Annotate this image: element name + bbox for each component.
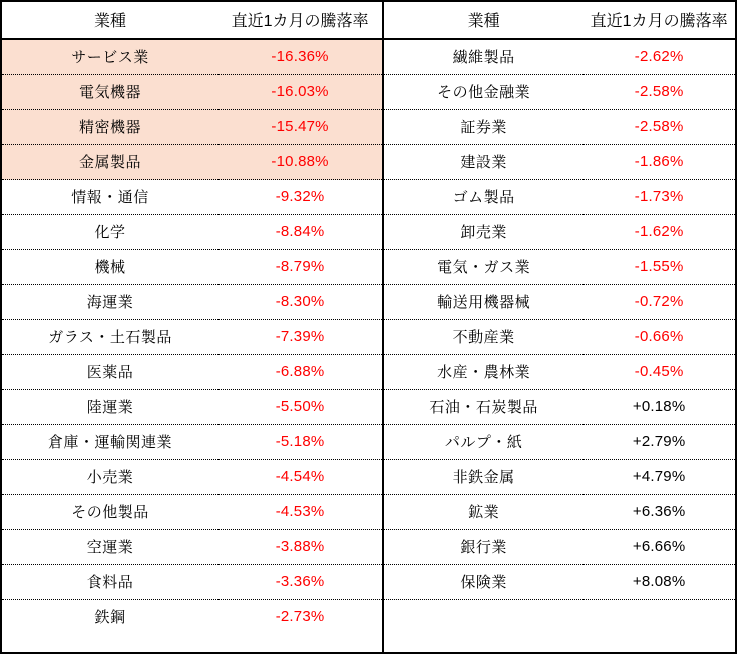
- cell-industry-name: 石油・石炭製品: [384, 390, 583, 425]
- cell-industry-name: サービス業: [2, 39, 218, 75]
- table-row: [2, 460, 382, 495]
- cell-change-rate: -5.50%: [218, 390, 382, 425]
- table-row: [384, 495, 735, 530]
- table-row: [2, 250, 382, 285]
- left-panel-filler: [2, 634, 382, 652]
- table-row: [384, 425, 735, 460]
- table-row: [2, 530, 382, 565]
- cell-industry-name: 食料品: [2, 565, 218, 600]
- table-row: [2, 110, 382, 145]
- cell-industry-name: 倉庫・運輸関連業: [2, 425, 218, 460]
- cell-industry-name: 鉄鋼: [94, 609, 126, 626]
- table-row-empty: [384, 600, 735, 631]
- cell-industry-name: 繊維製品: [384, 39, 583, 75]
- cell-industry-name: 輸送用機器械: [384, 285, 583, 320]
- cell-change-rate: +8.08%: [583, 565, 735, 600]
- cell-industry-name: 電気・ガス業: [384, 250, 583, 285]
- cell-change-rate: -6.88%: [218, 355, 382, 390]
- table-row: [2, 425, 382, 460]
- cell-change-rate: -4.53%: [218, 495, 382, 530]
- cell-change-rate: -1.55%: [583, 250, 735, 285]
- cell-change-rate: -3.88%: [218, 530, 382, 565]
- cell-industry-name: その他製品: [2, 495, 218, 530]
- table-row: [2, 39, 382, 75]
- cell-change-rate: -7.39%: [218, 320, 382, 355]
- cell-change-rate: -1.62%: [583, 215, 735, 250]
- cell-industry-name: 卸売業: [384, 215, 583, 250]
- cell-change-rate: -15.47%: [218, 110, 382, 145]
- cell-empty: [583, 600, 735, 631]
- cell-industry-name: 銀行業: [384, 530, 583, 565]
- table-row: [384, 530, 735, 565]
- table-row: [2, 215, 382, 250]
- cell-change-rate: +4.79%: [583, 460, 735, 495]
- cell-industry-name: パルプ・紙: [384, 425, 583, 460]
- table-row: [384, 215, 735, 250]
- cell-industry-name: 電気機器: [2, 75, 218, 110]
- cell-industry-name: 海運業: [2, 285, 218, 320]
- cell-change-rate: -9.32%: [218, 180, 382, 215]
- table-row: [384, 320, 735, 355]
- cell-change-rate: -8.30%: [218, 285, 382, 320]
- cell-industry-name: 空運業: [2, 530, 218, 565]
- cell-change-rate: -2.73%: [275, 608, 325, 625]
- table-row: [2, 355, 382, 390]
- cell-industry-name: その他金融業: [384, 75, 583, 110]
- table-row: [2, 390, 382, 425]
- cell-change-rate: +6.36%: [583, 495, 735, 530]
- cell-industry-name: 不動産業: [384, 320, 583, 355]
- cell-industry-name: 非鉄金属: [384, 460, 583, 495]
- cell-industry-name: ゴム製品: [384, 180, 583, 215]
- table-row: [2, 495, 382, 530]
- cell-industry-name: 精密機器: [2, 110, 218, 145]
- right-table-body: [384, 39, 735, 630]
- right-table: [384, 2, 735, 630]
- table-row: [384, 390, 735, 425]
- cell-change-rate: -4.54%: [218, 460, 382, 495]
- cell-change-rate: -8.84%: [218, 215, 382, 250]
- cell-industry-name: 小売業: [2, 460, 218, 495]
- cell-industry-name: 陸運業: [2, 390, 218, 425]
- table-row: [384, 110, 735, 145]
- left-table-panel: [2, 2, 384, 652]
- cell-industry-name: 医薬品: [2, 355, 218, 390]
- cell-change-rate: -2.62%: [583, 39, 735, 75]
- table-row: [384, 180, 735, 215]
- cell-change-rate: +0.18%: [583, 390, 735, 425]
- cell-change-rate: -1.86%: [583, 145, 735, 180]
- cell-change-rate: -0.66%: [583, 320, 735, 355]
- table-row: [384, 355, 735, 390]
- right-panel-filler: [384, 630, 735, 652]
- cell-industry-name: 金属製品: [2, 145, 218, 180]
- cell-change-rate: -0.72%: [583, 285, 735, 320]
- table-row: [2, 320, 382, 355]
- table-row: [384, 565, 735, 600]
- table-row: [2, 180, 382, 215]
- cell-change-rate: -2.58%: [583, 75, 735, 110]
- table-row: [2, 285, 382, 320]
- cell-change-rate: -8.79%: [218, 250, 382, 285]
- cell-change-rate: -3.36%: [218, 565, 382, 600]
- cell-industry-name: 証券業: [384, 110, 583, 145]
- table-row: [384, 250, 735, 285]
- table-row: [2, 600, 382, 635]
- table-row: [384, 460, 735, 495]
- cell-change-rate: +2.79%: [583, 425, 735, 460]
- table-row: [384, 75, 735, 110]
- cell-change-rate: -1.73%: [583, 180, 735, 215]
- cell-industry-name: 鉱業: [384, 495, 583, 530]
- table-row: [384, 285, 735, 320]
- right-table-panel: [384, 2, 735, 652]
- column-header-industry: 業種: [384, 2, 583, 39]
- table-row: [2, 565, 382, 600]
- cell-industry-name: ガラス・土石製品: [2, 320, 218, 355]
- table-header-row: [2, 2, 382, 39]
- cell-industry-name: 保険業: [384, 565, 583, 600]
- cell-industry-name: 情報・通信: [2, 180, 218, 215]
- column-header-change: 直近1カ月の騰落率: [583, 2, 735, 39]
- table-header-row: [384, 2, 735, 39]
- table-row: [384, 145, 735, 180]
- cell-change-rate: -10.88%: [218, 145, 382, 180]
- cell-industry-name: 建設業: [384, 145, 583, 180]
- cell-change-rate: +6.66%: [583, 530, 735, 565]
- table-row: [384, 39, 735, 75]
- cell-industry-name: 化学: [2, 215, 218, 250]
- table-row: [2, 145, 382, 180]
- cell-industry-name: 水産・農林業: [384, 355, 583, 390]
- cell-industry-name: 機械: [2, 250, 218, 285]
- cell-change-rate: -0.45%: [583, 355, 735, 390]
- cell-change-rate: -16.36%: [218, 39, 382, 75]
- column-header-change: 直近1カ月の騰落率: [218, 2, 382, 39]
- cell-change-rate: -16.03%: [218, 75, 382, 110]
- cell-change-rate: -5.18%: [218, 425, 382, 460]
- cell-empty: [384, 600, 583, 631]
- cell-change-rate: -2.58%: [583, 110, 735, 145]
- left-table-body: [2, 39, 382, 634]
- table-row: [2, 75, 382, 110]
- left-table: [2, 2, 382, 634]
- column-header-industry: 業種: [2, 2, 218, 39]
